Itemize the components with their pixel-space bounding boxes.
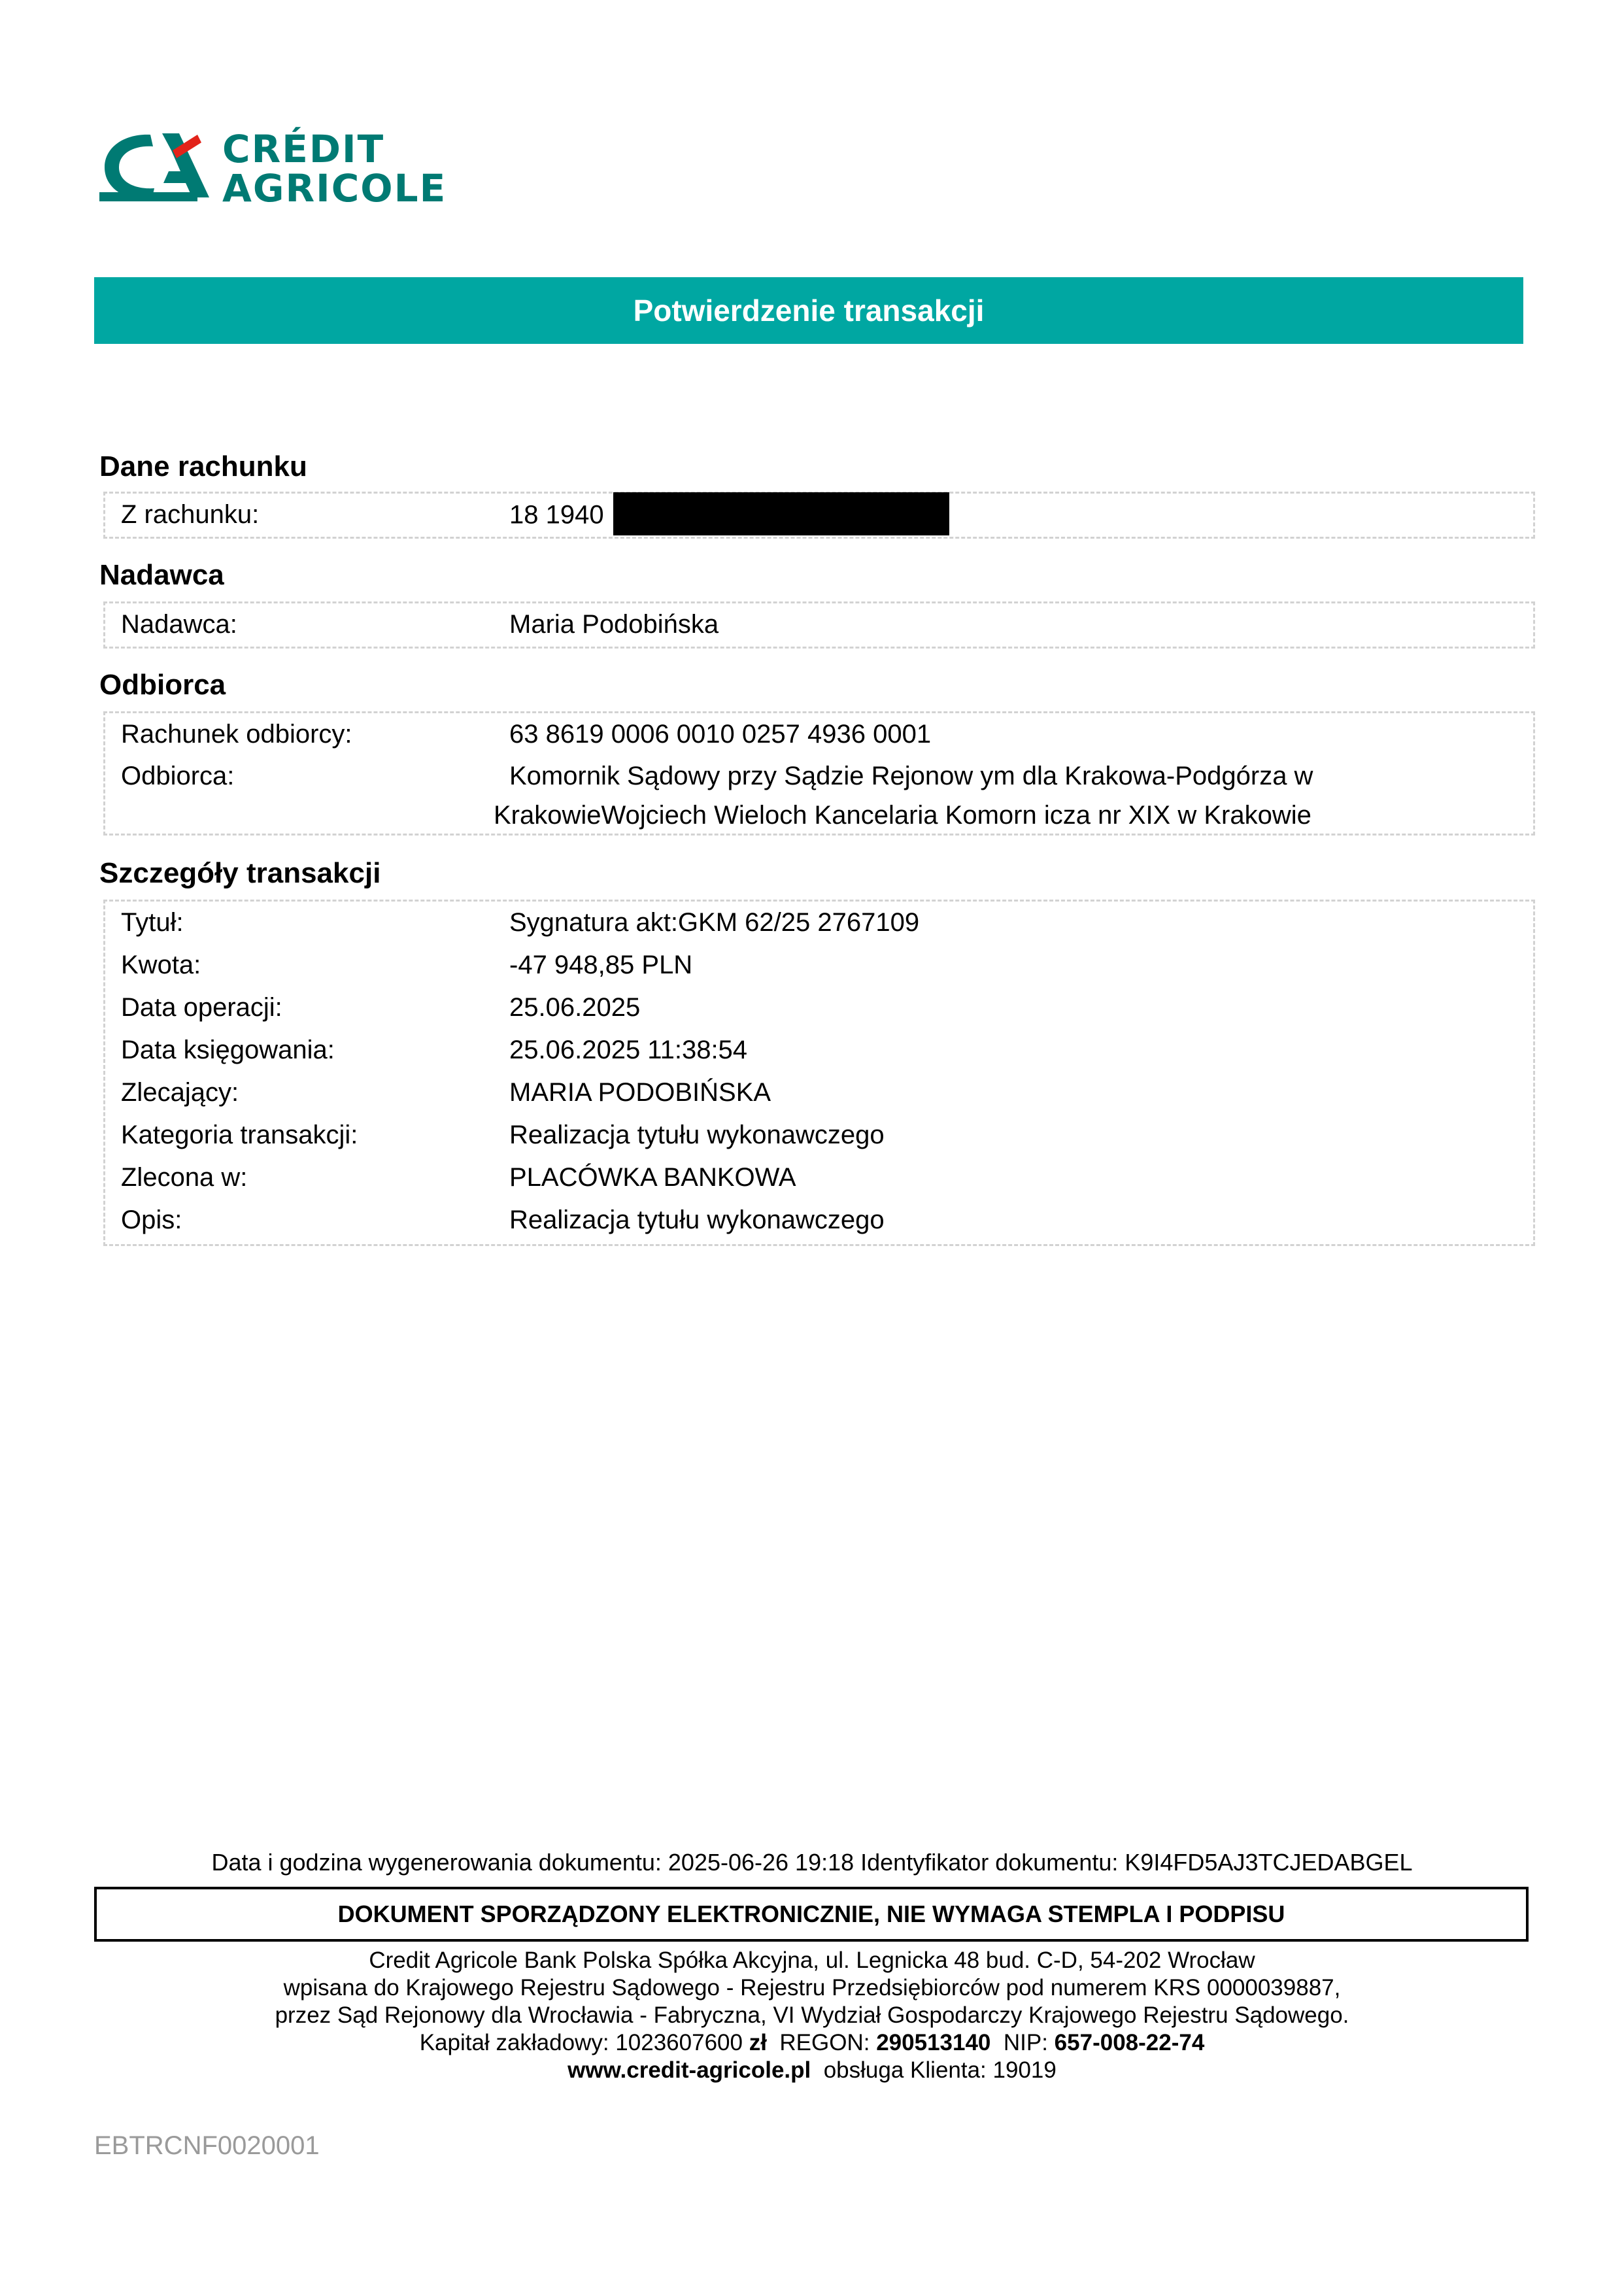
detail-value: -47 948,85 PLN [509,951,693,979]
sender-label: Nadawca: [121,610,237,639]
detail-label: Kategoria transakcji: [121,1121,358,1149]
generation-info: Data i godzina wygenerowania dokumentu: 2025-06-26 19:18 Identyfikator dokumentu: K9I4FD5AJ3TCJEDABGEL [211,1849,1413,1876]
details-box [103,900,1535,1246]
recipient-name-value: Komornik Sądowy przy Sądzie Rejonow ym dla Krakowa-Podgórza w KrakowieWojciech Wieloch Kancelaria Komorn icza nr XIX w Krakowie [494,762,1313,830]
footer-line-4: Kapitał zakładowy: 1023607600 zł REGON: 290513140 NIP: 657-008-22-74 [419,2030,1205,2055]
sender-box [103,601,1535,649]
from-account-value: 18 1940 [509,495,949,538]
bank-legal-footer [0,1947,1624,2084]
recipient-account-value: 63 8619 0006 0010 0257 4936 0001 [509,720,932,749]
logo-wordmark [222,127,447,211]
recipient-account-label: Rachunek odbiorcy: [121,720,352,749]
from-account-label: Z rachunku: [121,500,260,529]
logo-line-2: AGRICOLE [222,166,447,211]
footer-line-3: przez Sąd Rejonowy dla Wrocławia - Fabryczna, VI Wydział Gospodarczy Krajowego Rejestru Sądowego. [275,2002,1349,2028]
section-title-details: Szczegóły transakcji [99,857,381,889]
detail-label: Tytuł: [121,908,184,937]
section-title-account: Dane rachunku [99,450,307,482]
logo-line-1: CRÉDIT [222,127,385,171]
detail-label: Kwota: [121,951,201,979]
detail-label: Zlecona w: [121,1163,248,1192]
website-link[interactable]: www.credit-agricole.pl [567,2057,811,2083]
sender-value: Maria Podobińska [509,610,719,639]
detail-label: Data księgowania: [121,1036,335,1064]
page-title-banner [94,277,1523,344]
footer-line-2: wpisana do Krajowego Rejestru Sądowego - Rejestru Przedsiębiorców pod numerem KRS 0000039887, [283,1975,1341,2001]
notice-text: DOKUMENT SPORZĄDZONY ELEKTRONICZNIE, NIE WYMAGA STEMPLA I PODPISU [337,1900,1285,1927]
section-title-recipient: Odbiorca [99,669,226,701]
recipient-box [103,711,1535,836]
detail-label: Opis: [121,1206,182,1234]
recipient-name-label: Odbiorca: [121,762,235,790]
detail-value: MARIA PODOBIŃSKA [509,1078,771,1107]
document-code: EBTRCNF0020001 [94,2131,320,2160]
page-title: Potwierdzenie transakcji [633,294,985,328]
customer-service: obsługa Klienta: 19019 [823,2057,1057,2083]
section-title-sender: Nadawca [99,559,224,591]
detail-label: Zlecający: [121,1078,239,1107]
footer-line-5 [0,2057,1624,2084]
detail-value: Sygnatura akt:GKM 62/25 2767109 [509,908,920,937]
electronic-document-notice [94,1887,1529,1942]
detail-value: Realizacja tytułu wykonawczego [509,1121,885,1149]
detail-value: 25.06.2025 11:38:54 [509,1036,748,1064]
credit-agricole-logo-icon [99,128,217,207]
footer-line-1: Credit Agricole Bank Polska Spółka Akcyjna, ul. Legnicka 48 bud. C-D, 54-202 Wrocław [369,1948,1255,1973]
detail-label: Data operacji: [121,993,282,1022]
detail-value: 25.06.2025 [509,993,641,1022]
bank-logo [99,127,479,211]
detail-value: Realizacja tytułu wykonawczego [509,1206,885,1234]
account-box [103,492,1535,539]
detail-value: PLACÓWKA BANKOWA [509,1163,796,1192]
redaction-block [613,492,949,535]
